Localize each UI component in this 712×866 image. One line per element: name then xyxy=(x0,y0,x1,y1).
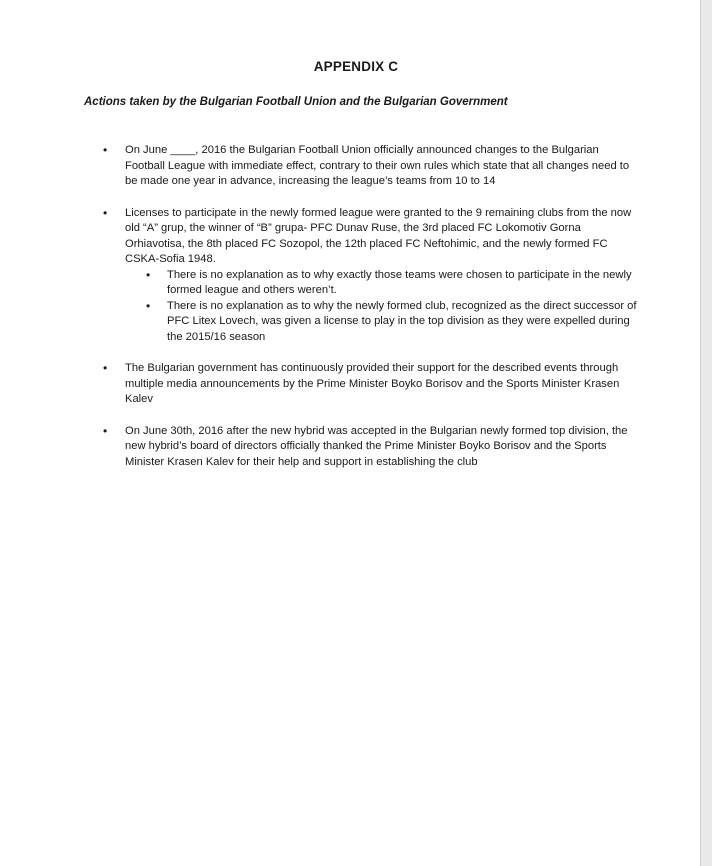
list-item xyxy=(0,206,640,346)
bullet-icon: • xyxy=(146,298,151,313)
bullet-list xyxy=(0,143,640,486)
bullet-text: The Bulgarian government has continuously provided their support for the described events through multiple media announcements by the Prime Minister Boyko Borisov and the Sports Minister Krasen Kalev xyxy=(125,362,620,405)
list-item xyxy=(0,424,640,471)
page-edge xyxy=(700,0,712,866)
sub-list-item xyxy=(125,268,640,299)
bullet-icon: • xyxy=(103,143,108,157)
list-item xyxy=(0,143,640,190)
sub-bullet-list xyxy=(125,268,640,346)
list-item xyxy=(0,361,640,408)
bullet-icon: • xyxy=(146,267,151,282)
sub-bullet-text: There is no explanation as to why the newly formed club, recognized as the direct successor of PFC Litex Lovech, was given a license to play in the top division as they were expelled during the 2015/16 season xyxy=(167,299,637,343)
sub-bullet-text: There is no explanation as to why exactly those teams were chosen to participate in the newly formed league and others weren’t. xyxy=(167,268,632,296)
page-subtitle: Actions taken by the Bulgarian Football Union and the Bulgarian Government xyxy=(84,96,508,108)
sub-list-item xyxy=(125,299,640,346)
bullet-icon: • xyxy=(103,361,108,375)
bullet-text: Licenses to participate in the newly formed league were granted to the 9 remaining clubs from the now old “A” grup, the winner of “B” grupa- PFC Dunav Ruse, the 3rd placed FC Lokomotiv Gorna Orhiavotisa, the 8th placed FC Sozopol, the 12th placed FC Neftohimic, and the newly formed FC CSKA-Sofia 1948. xyxy=(125,206,632,265)
bullet-icon: • xyxy=(103,205,108,220)
bullet-text: On June 30th, 2016 after the new hybrid was accepted in the Bulgarian newly formed top division, the new hybrid’s board of directors officially thanked the Prime Minister Boyko Borisov and the Sports Minister Krasen Kalev for their help and support in establishing the club xyxy=(125,424,628,468)
bullet-icon: • xyxy=(103,423,108,438)
page-title: APPENDIX C xyxy=(313,59,399,74)
bullet-text: On June ____, 2016 the Bulgarian Football Union officially announced changes to the Bulgarian Football League with immediate effect, contrary to their own rules which state that all changes need to be made one year in advance, increasing the league’s teams from 10 to 14 xyxy=(125,144,630,187)
